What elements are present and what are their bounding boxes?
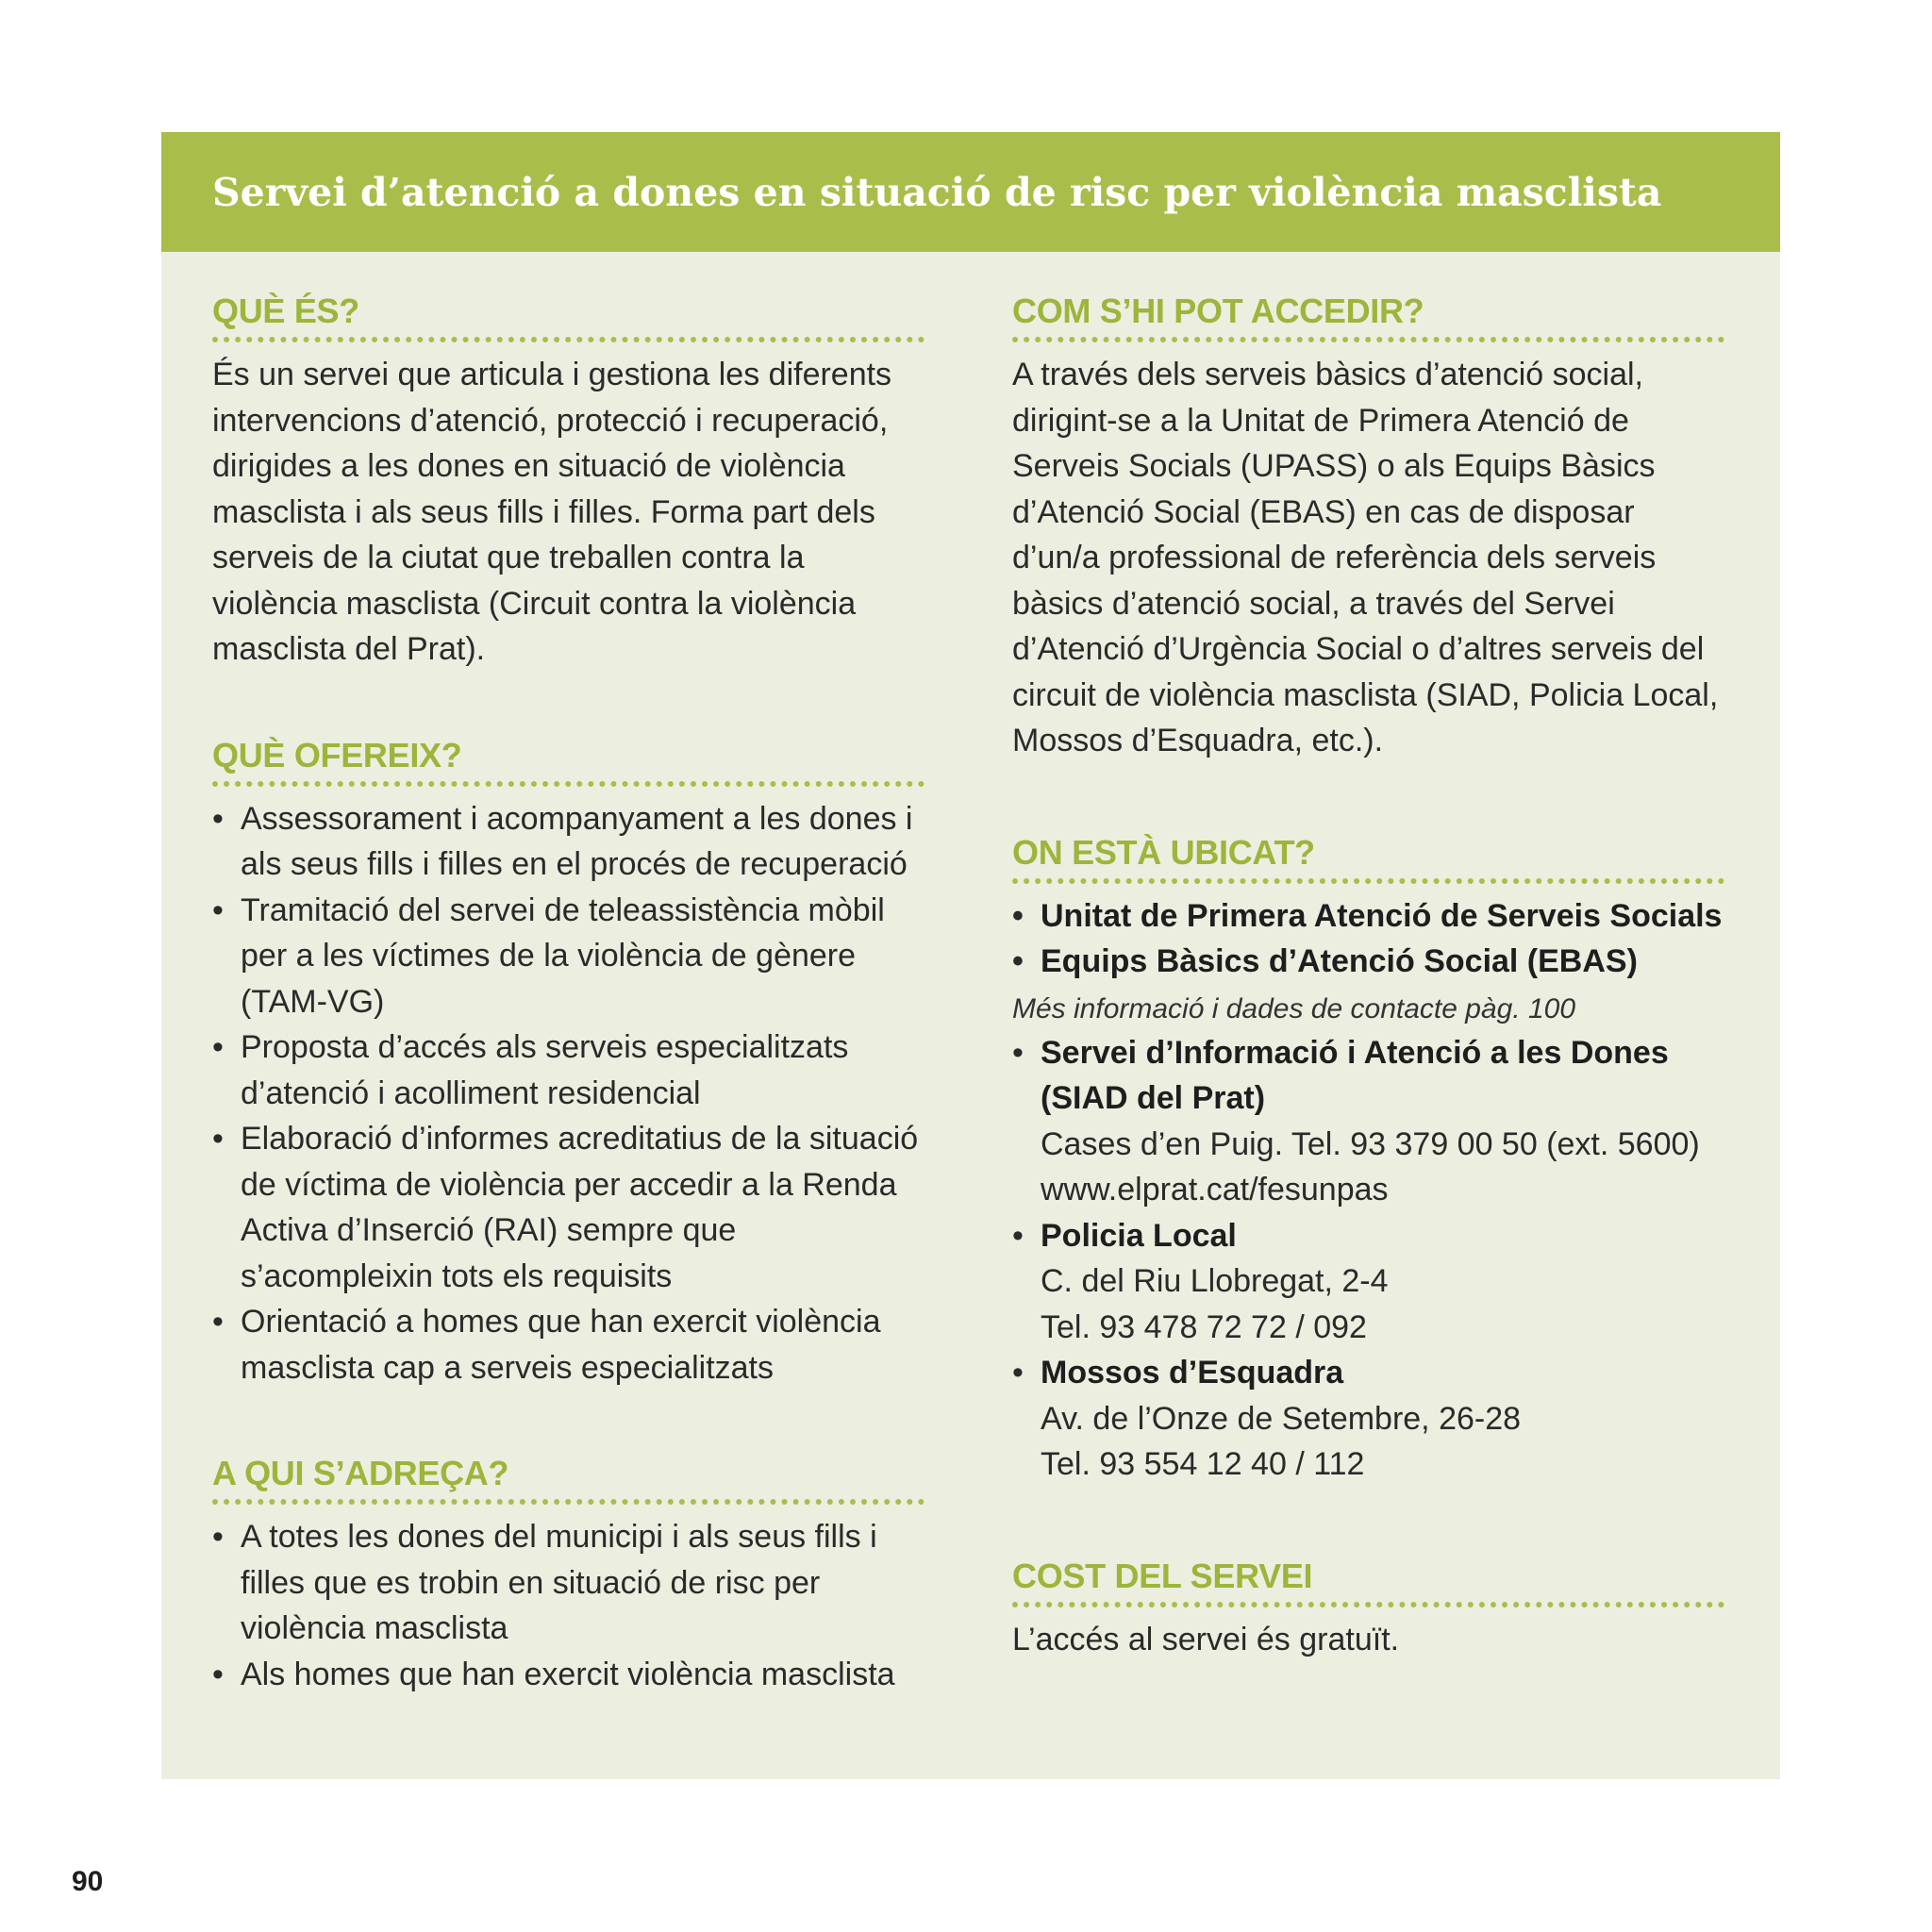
heading-a-qui: A QUI S’ADREÇA? (212, 1454, 509, 1492)
list-item: • A totes les dones del municipi i als seus fills i filles que es trobin en situació de risc per violència masclista (212, 1514, 924, 1652)
list-item-mossos (1012, 1350, 1724, 1488)
dotted-divider (212, 781, 924, 787)
page-title: Servei d’atenció a dones en situació de risc per violència masclista (212, 170, 1662, 215)
mossos-name: Mossos d’Esquadra (1041, 1355, 1344, 1391)
heading-que-ofereix: QUÈ OFEREIX? (212, 735, 462, 774)
list-item: • Equips Bàsics d’Atenció Social (EBAS) (1012, 939, 1724, 985)
mossos-address: Av. de l’Onze de Setembre, 26-28 (1041, 1400, 1522, 1437)
list-item-policia (1012, 1213, 1724, 1351)
section-on-ubicat (1012, 832, 1724, 1488)
list-item: • Orientació a homes que han exercit violència masclista cap a serveis especialitzats (212, 1299, 924, 1391)
dotted-divider (212, 337, 924, 342)
policia-phone: Tel. 93 478 72 72 / 092 (1041, 1308, 1367, 1345)
section-a-qui (212, 1453, 924, 1697)
section-que-ofereix (212, 735, 924, 1391)
more-info-note: Més informació i dades de contacte pàg. 100 (1012, 992, 1576, 1024)
dotted-divider (1012, 337, 1724, 342)
mossos-phone: Tel. 93 554 12 40 / 112 (1041, 1446, 1365, 1482)
list-item-siad (1012, 1030, 1724, 1213)
siad-address: Cases d’en Puig. Tel. 93 379 00 50 (ext. 5600) (1041, 1125, 1700, 1162)
heading-cost: COST DEL SERVEI (1012, 1556, 1313, 1595)
list-item: • Unitat de Primera Atenció de Serveis Socials (1012, 893, 1724, 940)
heading-que-es: QUÈ ÉS? (212, 291, 359, 330)
heading-com-accedir: COM S’HI POT ACCEDIR? (1012, 291, 1424, 330)
cost-text: L’accés al servei és gratuït. (1012, 1621, 1400, 1657)
list-item: • Als homes que han exercit violència masclista (212, 1652, 924, 1698)
list-item: • Elaboració d’informes acreditatius de la situació de víctima de violència per accedir a la Renda Activa d’Inserció (RAI) sempre que s’acompleixin tots els requisits (212, 1116, 924, 1299)
policia-address: C. del Riu Llobregat, 2-4 (1041, 1263, 1389, 1299)
siad-name: Servei d’Informació i Atenció a les Dones (SIAD del Prat) (1041, 1034, 1669, 1116)
list-item: • Assessorament i acompanyament a les dones i als seus fills i filles en el procés de recuperació (212, 796, 924, 888)
dotted-divider (1012, 878, 1724, 884)
ubicat-list-contacts (1012, 1030, 1724, 1488)
info-card (161, 132, 1780, 1779)
list-item: • Tramitació del servei de teleassistència mòbil per a les víctimes de la violència de gènere (TAM-VG) (212, 888, 924, 1025)
heading-on-ubicat: ON ESTÀ UBICAT? (1012, 832, 1315, 872)
left-column (212, 291, 924, 1697)
page-number: 90 (72, 1866, 104, 1897)
dotted-divider (212, 1499, 924, 1505)
policia-name: Policia Local (1041, 1217, 1237, 1254)
list-item: • Proposta d’accés als serveis especialitzats d’atenció i acolliment residencial (212, 1024, 924, 1116)
section-com-accedir (1012, 291, 1724, 764)
right-column (1012, 291, 1724, 1662)
com-accedir-text: A través dels serveis bàsics d’atenció social, dirigint-se a la Unitat de Primera Atenció de Serveis Socials (UPASS) o als Equips Bàsics d’Atenció Social (EBAS) en cas de disposar d’un/a professional de referència dels serveis bàsics d’atenció social, a través del Servei d’Atenció d’Urgència Social o d’altres serveis del circuit de violència masclista (SIAD, Policia Local, Mossos d’Esquadra, etc.). (1012, 357, 1719, 758)
title-banner (161, 132, 1780, 252)
siad-website: www.elprat.cat/fesunpas (1041, 1172, 1389, 1208)
dotted-divider (1012, 1602, 1724, 1607)
a-qui-list (212, 1514, 924, 1697)
section-que-es (212, 291, 924, 673)
ubicat-list-primary (1012, 893, 1724, 985)
que-es-text: És un servei que articula i gestiona les diferents intervencions d’atenció, protecció i recuperació, dirigides a les dones en situació de violència masclista i als seus fills i filles. Forma part dels serveis de la ciutat que treballen contra la violència masclista (Circuit contra la violència masclista del Prat). (212, 357, 892, 667)
que-ofereix-list (212, 796, 924, 1391)
section-cost (1012, 1556, 1724, 1663)
